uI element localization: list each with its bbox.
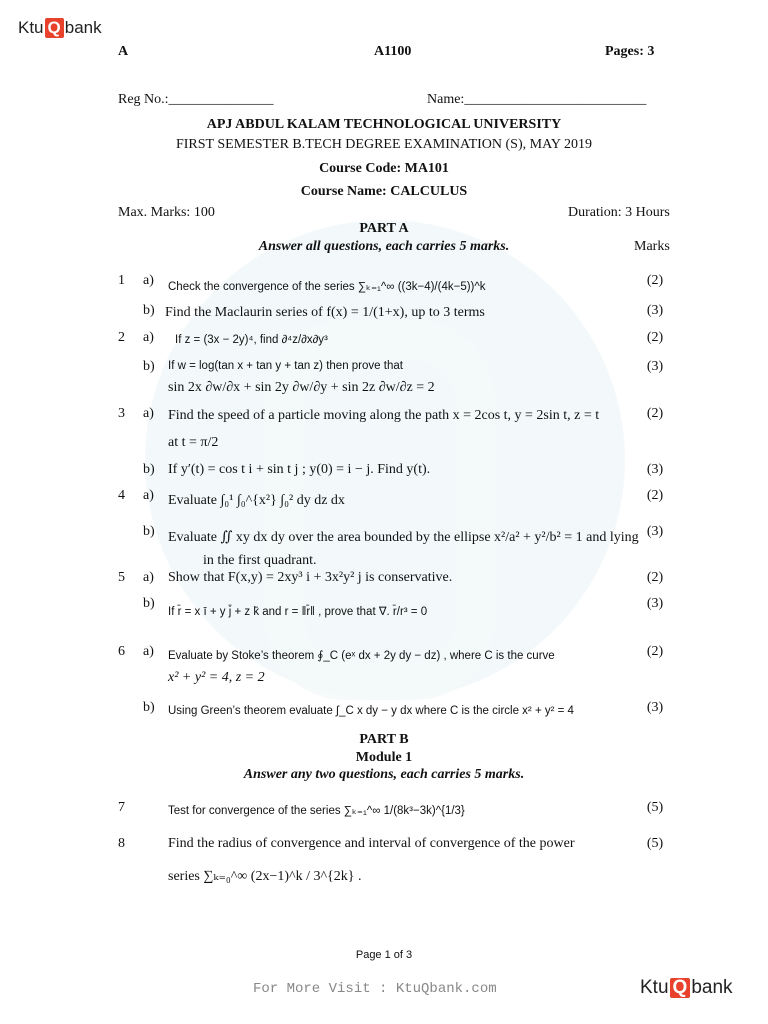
question-marks: (3)	[646, 359, 664, 374]
question-text-line2: sin 2x ∂w/∂x + sin 2y ∂w/∂y + sin 2z ∂w/∂z = 2	[168, 380, 435, 395]
brand-suffix: bank	[64, 18, 102, 37]
question-number: 6	[118, 644, 125, 659]
question-marks: (5)	[646, 836, 664, 851]
page-number: Page 1 of 3	[355, 949, 413, 961]
question-number: 3	[118, 406, 125, 421]
question-sub: b)	[143, 524, 155, 539]
question-marks: (2)	[646, 406, 664, 421]
module-title: Module 1	[355, 750, 413, 765]
question-marks: (3)	[646, 524, 664, 539]
course-name: Course Name: CALCULUS	[300, 184, 468, 199]
question-sub: a)	[143, 570, 154, 585]
question-marks: (2)	[646, 273, 664, 288]
university-name: APJ ABDUL KALAM TECHNOLOGICAL UNIVERSITY	[206, 117, 562, 132]
question-text: Using Green’s theorem evaluate ∫_C x dy − y dx where C is the circle x² + y² = 4	[168, 705, 574, 717]
question-text: If w = log(tan x + tan y + tan z) then prove that	[168, 360, 403, 372]
question-sub: b)	[143, 359, 155, 374]
question-text-line2: at t = π/2	[168, 435, 219, 450]
watermark-logo-inner	[265, 320, 495, 700]
brand-prefix: Ktu	[640, 977, 669, 998]
brand-q: Q	[670, 978, 691, 998]
question-marks: (3)	[646, 700, 664, 715]
part-b-title: PART B	[359, 732, 409, 747]
brand-suffix: bank	[691, 977, 733, 998]
question-text: Find the radius of convergence and interval of convergence of the power	[168, 836, 575, 851]
visit-link[interactable]: For More Visit : KtuQbank.com	[253, 981, 497, 997]
question-text: Check the convergence of the series ∑ₖ₌₁^∞ ((3k−4)/(4k−5))^k	[168, 281, 486, 293]
question-marks: (2)	[646, 570, 664, 585]
question-number: 7	[118, 800, 125, 815]
question-text: If y′(t) = cos t i + sin t j ; y(0) = i − j. Find y(t).	[168, 462, 431, 477]
question-marks: (2)	[646, 488, 664, 503]
question-number: 4	[118, 488, 125, 503]
question-marks: (3)	[646, 303, 664, 318]
question-text-line2: series ∑ₖ₌₀^∞ (2x−1)^k / 3^{2k} .	[168, 869, 362, 884]
paper-code: A1100	[374, 44, 412, 59]
question-text: Evaluate ∫₀¹ ∫₀^{x²} ∫₀² dy dz dx	[168, 493, 345, 508]
question-sub: b)	[143, 700, 155, 715]
max-marks: Max. Marks: 100	[118, 205, 215, 220]
part-a-instruction: Answer all questions, each carries 5 marks.	[258, 239, 510, 254]
ktuqbank-logo-bottom	[640, 977, 733, 999]
question-text: Show that F(x,y) = 2xy³ i + 3x²y² j is conservative.	[168, 570, 453, 585]
duration: Duration: 3 Hours	[568, 205, 670, 220]
question-text-line2: x² + y² = 4, z = 2	[168, 670, 265, 685]
question-text: Evaluate ∬ xy dx dy over the area bounded by the ellipse x²/a² + y²/b² = 1 and lying	[168, 530, 639, 545]
question-marks: (5)	[646, 800, 664, 815]
question-sub: a)	[143, 406, 154, 421]
question-text: If r̄ = x ī + y j̄ + z k̄ and r = ‖r̄‖ , prove that ∇. r̄/r³ = 0	[168, 606, 428, 618]
question-number: 8	[118, 836, 125, 851]
question-sub: a)	[143, 488, 154, 503]
question-number: 5	[118, 570, 125, 585]
question-marks: (2)	[646, 330, 664, 345]
ktuqbank-logo-top	[18, 18, 102, 38]
brand-q: Q	[45, 18, 64, 38]
question-marks: (3)	[646, 462, 664, 477]
reg-no-field: Reg No.:_______________	[118, 92, 274, 107]
question-sub: a)	[143, 644, 154, 659]
question-sub: a)	[143, 330, 154, 345]
question-text: Find the speed of a particle moving along the path x = 2cos t, y = 2sin t, z = t	[168, 408, 600, 423]
course-code: Course Code: MA101	[319, 161, 449, 176]
brand-prefix: Ktu	[18, 18, 44, 37]
question-text-line2: in the first quadrant.	[203, 553, 317, 568]
marks-header: Marks	[634, 239, 670, 254]
question-number: 2	[118, 330, 125, 345]
question-text: If z = (3x − 2y)⁴, find ∂⁴z/∂x∂y³	[175, 334, 328, 346]
question-sub: a)	[143, 273, 154, 288]
page-count: Pages: 3	[605, 44, 655, 59]
name-field: Name:__________________________	[427, 92, 647, 107]
question-text: Evaluate by Stoke’s theorem ∮_C (eˣ dx + 2y dy − dz) , where C is the curve	[168, 650, 555, 662]
paper-set: A	[118, 44, 129, 59]
question-number: 1	[118, 273, 125, 288]
question-sub: b)	[143, 303, 155, 318]
part-a-title: PART A	[359, 221, 409, 236]
question-sub: b)	[143, 462, 155, 477]
question-marks: (3)	[646, 596, 664, 611]
exam-title: FIRST SEMESTER B.TECH DEGREE EXAMINATION (S), MAY 2019	[175, 137, 592, 152]
question-text: Test for convergence of the series ∑ₖ₌₁^∞ 1/(8k³−3k)^{1/3}	[168, 805, 465, 817]
question-sub: b)	[143, 596, 155, 611]
question-text: Find the Maclaurin series of f(x) = 1/(1+x), up to 3 terms	[165, 305, 485, 320]
part-b-instruction: Answer any two questions, each carries 5 marks.	[243, 767, 525, 782]
question-marks: (2)	[646, 644, 664, 659]
